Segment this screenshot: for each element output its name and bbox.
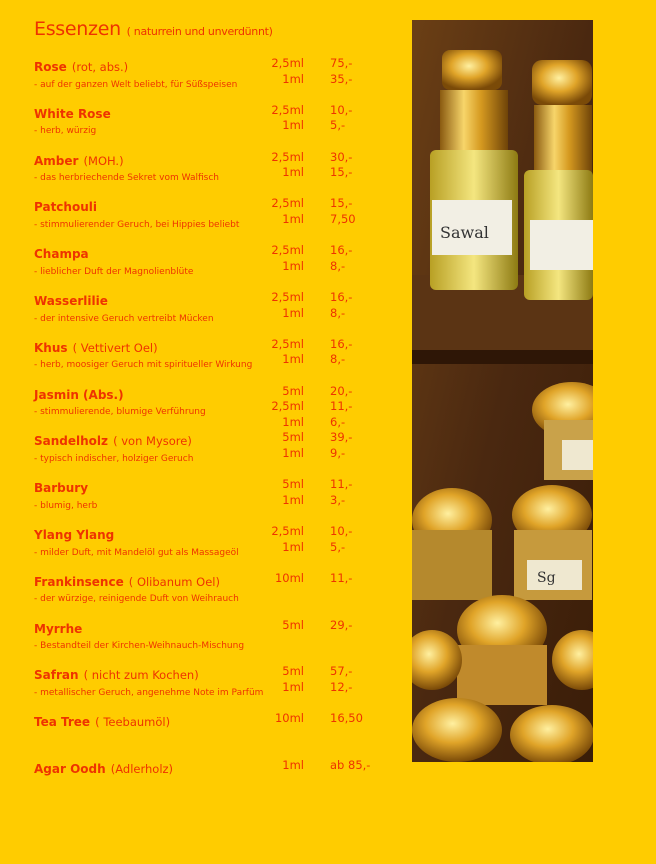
product-price: 75,- (330, 56, 353, 70)
product-detail-row (34, 259, 384, 275)
product-name: Champa (34, 247, 89, 262)
product-header-row (34, 337, 384, 353)
product-name: White Rose (34, 106, 111, 121)
perfume-bottles-image (412, 20, 593, 762)
product-description: - typisch indischer, holziger Geruch (34, 454, 194, 465)
product-description: - Bestandteil der Kirchen-Weihnauch-Mischung (34, 641, 245, 652)
product-header-row (34, 618, 384, 634)
product-price: 16,- (330, 336, 353, 351)
product-size: 1ml (282, 446, 304, 461)
product-size: 5ml (282, 383, 304, 398)
product-description: - auf der ganzen Welt beliebt, für Süßspeisen (34, 79, 238, 90)
product-size: 2,5ml (271, 149, 304, 164)
product-note: ( Teebaumöl) (95, 715, 171, 730)
product-size: 1ml (282, 680, 304, 695)
product-entry (34, 570, 384, 605)
product-price: 8,- (330, 305, 346, 320)
product-size: 1ml (282, 258, 304, 273)
product-note: ( von Mysore) (113, 434, 192, 449)
product-size: 2,5ml (271, 102, 304, 117)
product-header-row (34, 150, 384, 166)
heading-subtitle: ( naturrein und unverdünnt) (126, 25, 273, 38)
product-size: 5ml (282, 477, 304, 492)
product-price: ab 85,- (330, 758, 371, 772)
product-size: 2,5ml (271, 196, 304, 211)
product-price: 9,- (330, 446, 346, 461)
product-entry (34, 617, 384, 652)
product-note: ( Olibanum Oel) (128, 574, 220, 589)
product-description: - herb, moosiger Geruch mit spiritueller Wirkung (34, 360, 253, 371)
product-description: - milder Duft, mit Mandelöl gut als Massageöl (34, 547, 239, 558)
product-entry (34, 149, 384, 184)
product-name: Agar Oodh (34, 762, 106, 776)
product-price: 20,- (330, 383, 353, 398)
product-header-row (34, 196, 384, 215)
product-size: 1ml (282, 165, 304, 180)
product-size: 1ml (282, 492, 304, 507)
product-header-row (34, 430, 384, 449)
product-price: 16,- (330, 290, 353, 304)
product-price: 11,- (330, 570, 353, 585)
product-description: - das herbriechende Sekret vom Walfisch (34, 173, 219, 184)
product-note: ( nicht zum Kochen) (83, 668, 199, 683)
product-detail-row (34, 118, 384, 137)
product-description: - metallischer Geruch, angenehme Note im Parfüm (34, 688, 264, 699)
product-name: Wasserlilie (34, 294, 108, 308)
product-price: 10,- (330, 102, 353, 117)
product-size: 5ml (282, 664, 304, 679)
product-note: ( Vettivert Oel) (72, 340, 158, 355)
product-detail-row (34, 352, 384, 371)
product-note: (MOH.) (83, 153, 124, 168)
product-price: 57,- (330, 664, 353, 679)
product-entry (34, 524, 384, 558)
product-header-row (34, 477, 384, 496)
product-header-row (34, 384, 384, 400)
product-header-row (34, 103, 384, 119)
product-price: 11,- (330, 399, 353, 414)
product-price: 39,- (330, 430, 353, 445)
product-size: 2,5ml (271, 290, 304, 304)
product-size: 2,5ml (271, 399, 304, 414)
product-price: 16,- (330, 243, 353, 258)
product-header-row (34, 56, 384, 72)
product-name: Amber (34, 153, 79, 168)
product-name: Khus (34, 340, 68, 355)
product-size: 1ml (282, 414, 304, 429)
product-note: (Adlerholz) (110, 762, 174, 776)
product-detail-row (34, 633, 384, 652)
product-header-row (34, 758, 384, 774)
product-description: - stimmulierender Geruch, bei Hippies beliebt (34, 220, 240, 231)
product-size: 2,5ml (271, 56, 304, 70)
product-size: 1ml (282, 305, 304, 320)
product-detail-row (34, 212, 384, 231)
product-size: 1ml (282, 352, 304, 367)
product-detail-row (34, 306, 384, 322)
product-price: 15,- (330, 165, 353, 180)
product-name: Rose (34, 60, 67, 74)
product-detail-row (34, 446, 384, 465)
heading-title: Essenzen (34, 18, 121, 40)
product-detail-row (34, 540, 384, 556)
product-header-row (34, 664, 384, 683)
product-entry (34, 102, 384, 137)
product-description: - der würzige, reinigende Duft von Weihrauch (34, 594, 239, 605)
product-price: 8,- (330, 352, 346, 367)
product-header-row (34, 711, 384, 730)
product-size: 2,5ml (271, 524, 304, 538)
product-price: 11,- (330, 477, 353, 492)
product-price: 35,- (330, 71, 353, 86)
product-size: 10ml (274, 570, 304, 585)
product-description: - stimmulierende, blumige Verführung (34, 407, 206, 418)
product-entry (34, 290, 384, 324)
product-price: 8,- (330, 258, 346, 273)
jar-label-text: Sg (537, 570, 556, 586)
product-header-row (34, 571, 384, 587)
product-name: Tea Tree (34, 715, 91, 730)
product-name: Ylang Ylang (34, 528, 115, 542)
product-entry (34, 430, 384, 465)
perfume-bottles-photo (412, 20, 593, 762)
product-size: 2,5ml (271, 243, 304, 258)
product-size: 1ml (282, 212, 304, 227)
product-price: 3,- (330, 492, 346, 507)
product-entry (34, 243, 384, 277)
bottle-label-text: Sawal (440, 223, 489, 242)
product-size: 5ml (282, 617, 304, 632)
product-price: 5,- (330, 539, 346, 554)
product-header-row (34, 290, 384, 306)
product-price: 16,50 (330, 711, 363, 726)
product-header-row (34, 243, 384, 262)
product-entry (34, 711, 384, 730)
product-price: 15,- (330, 196, 353, 211)
product-size: 1ml (282, 118, 304, 133)
product-size: 1ml (282, 539, 304, 554)
product-size: 2,5ml (271, 336, 304, 351)
product-description: - der intensive Geruch vertreibt Mücken (34, 313, 214, 324)
product-price: 5,- (330, 118, 346, 133)
product-price: 29,- (330, 617, 353, 632)
product-entry (34, 477, 384, 511)
product-detail-row (34, 493, 384, 509)
product-price: 10,- (330, 524, 353, 538)
product-price: 30,- (330, 149, 353, 164)
product-description: - herb, würzig (34, 126, 97, 137)
product-detail-row (34, 586, 384, 605)
product-entry (34, 56, 384, 90)
product-name: Safran (34, 668, 79, 683)
product-name: Jasmin (Abs.) (34, 387, 124, 402)
product-price: 12,- (330, 680, 353, 695)
product-entry (34, 664, 384, 699)
product-entry (34, 758, 384, 774)
product-entry (34, 384, 384, 431)
product-entry (34, 336, 384, 371)
product-detail-row (34, 165, 384, 184)
product-entry (34, 196, 384, 231)
page-title (34, 18, 273, 40)
product-name: Barbury (34, 481, 89, 496)
product-detail-row (34, 680, 384, 699)
product-header-row (34, 524, 384, 540)
product-size: 10ml (274, 711, 304, 726)
product-detail-row (34, 415, 384, 431)
product-name: Patchouli (34, 200, 97, 215)
product-size: 1ml (282, 758, 304, 772)
product-name: Sandelholz (34, 434, 109, 449)
product-detail-row (34, 72, 384, 88)
product-price: 6,- (330, 414, 346, 429)
product-size: 1ml (282, 71, 304, 86)
product-price: 7,50 (330, 212, 356, 227)
product-size: 5ml (282, 430, 304, 445)
product-detail-row (34, 399, 384, 418)
product-description: - blumig, herb (34, 500, 98, 511)
product-name: Myrrhe (34, 621, 83, 636)
product-note: (rot, abs.) (71, 60, 129, 74)
product-name: Frankinsence (34, 574, 124, 589)
product-description: - lieblicher Duft der Magnolienblüte (34, 266, 194, 277)
